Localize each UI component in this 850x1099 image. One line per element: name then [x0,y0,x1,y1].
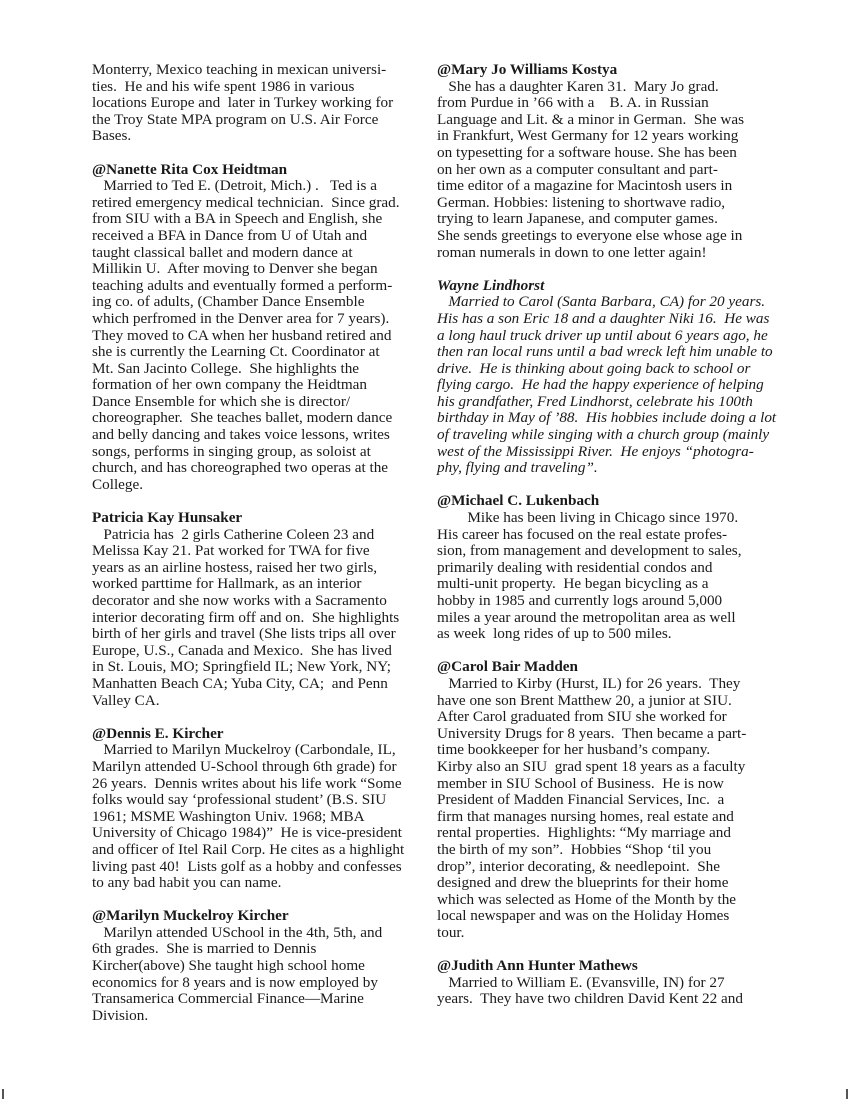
text-line: His career has focused on the real estate profes- [437,525,728,543]
entry-body [437,79,782,262]
text-line: Kircher(above) She taught high school home [92,957,365,975]
biography-entry [92,726,422,892]
text-line: years as an airline hostess, raised her two girls, [92,558,378,576]
entry-body [437,510,782,643]
entry-name: Patricia Kay Hunsaker [92,509,243,527]
text-line: 26 years. Dennis writes about his life work “Some [92,774,402,792]
text-line: After Carol graduated from SIU she worked for [437,708,727,726]
text-line: teaching adults and eventually formed a perform- [92,276,393,294]
text-line: University of Chicago 1984)” He is vice-president [92,824,402,842]
biography-entry [437,659,782,941]
entry-name: @Judith Ann Hunter Mathews [437,957,638,975]
entry-body [437,676,782,942]
scan-edge-mark [2,1089,4,1099]
text-line: to any bad habit you can name. [92,874,282,892]
text-line: time editor of a magazine for Macintosh users in [437,177,733,195]
text-line: Language and Lit. & a minor in German. She was [437,110,745,128]
text-line: worked parttime for Hallmark, as an interior [92,575,362,593]
entry-body [92,178,422,493]
biography-entry [437,958,782,1008]
text-line: drive. He is thinking about going back to school or [437,359,751,377]
biography-entry [437,62,782,261]
text-line: designed and drew the blueprints for their home [437,874,729,892]
text-line: They moved to CA when her husband retired and [92,326,392,344]
text-line: Patricia has 2 girls Catherine Coleen 23 and [92,525,375,543]
text-line: She sends greetings to everyone else whose age in [437,226,743,244]
text-line: Division. [92,1006,149,1024]
text-line: University Drugs for 8 years. Then became a part- [437,724,747,742]
text-line: received a BFA in Dance from U of Utah and [92,226,368,244]
text-line: President of Madden Financial Services, Inc. a [437,791,725,809]
text-line: roman numerals in down to one letter again! [437,243,707,261]
text-line: phy, flying and traveling”. [437,459,598,477]
text-line: College. [92,475,144,493]
text-line: interior decorating firm off and on. She highlights [92,608,400,626]
text-line: local newspaper and was on the Holiday Homes [437,907,730,925]
text-line: Transamerica Commercial Finance—Marine [92,990,364,1008]
text-line: folks would say ‘professional student’ (B.S. SIU [92,791,387,809]
text-line: which was selected as Home of the Month by the [437,890,737,908]
entry-name: @Dennis E. Kircher [92,724,224,742]
text-line: on her own as a computer consultant and part- [437,160,718,178]
text-line: then ran local runs until a bad wreck left him unable to [437,343,773,361]
text-line: multi-unit property. He began bicycling as a [437,575,709,593]
right-column [437,62,782,1024]
left-column [92,62,422,1041]
entry-name: @Marilyn Muckelroy Kircher [92,907,289,925]
text-line: economics for 8 years and is now employed by [92,973,378,991]
text-line: miles a year around the metropolitan area as well [437,608,736,626]
text-line: a long haul truck driver up until about 6 years ago, he [437,326,768,344]
text-line: Mike has been living in Chicago since 1970. [437,509,739,527]
entry-name: @Nanette Rita Cox Heidtman [92,160,288,178]
entry-body [437,975,782,1008]
text-line: from Purdue in ’66 with a B. A. in Russian [437,94,709,112]
biography-entry [437,493,782,642]
text-line: Millikin U. After moving to Denver she began [92,260,378,278]
text-line: rental properties. Highlights: “My marriage and [437,824,731,842]
text-line: birthday in May of ’88. His hobbies include doing a lot [437,409,777,427]
entry-name: @Carol Bair Madden [437,658,578,676]
text-line: 6th grades. She is married to Dennis [92,940,317,958]
biography-entry [437,278,782,477]
text-line: flying cargo. He had the happy experience of helping [437,376,764,394]
entry-body [92,742,422,891]
text-line: Dance Ensemble for which she is director/ [92,392,351,410]
entry-body [92,527,422,710]
text-line: church, and has choreographed two operas at the [92,459,389,477]
text-line: ties. He and his wife spent 1986 in various [92,77,355,95]
text-line: west of the Mississippi River. He enjoys “photogra- [437,442,754,460]
text-line: of traveling while singing with a church group (mainly [437,426,770,444]
text-line: taught classical ballet and modern dance at [92,243,353,261]
text-line: Marilyn attended USchool in the 4th, 5th, and [92,923,383,941]
left-entries [92,162,422,1025]
text-line: trying to learn Japanese, and computer games. [437,210,718,228]
text-line: time bookkeeper for her husband’s company. [437,741,711,759]
text-line: Bases. [92,127,132,145]
text-line: hobby in 1985 and currently logs around 5,000 [437,592,723,609]
text-line: on typesetting for a software house. She has been [437,143,737,161]
entry-body [92,925,422,1025]
text-line: in St. Louis, MO; Springfield IL; New York, NY; [92,658,391,676]
text-line: member in SIU School of Business. He is now [437,774,724,792]
text-line: Marilyn attended U-School through 6th grade) for [92,757,397,775]
text-line: which perfromed in the Denver area for 7 years). [92,309,390,327]
text-line: Valley CA. [92,691,160,709]
text-line: firm that manages nursing homes, real estate and [437,807,734,825]
text-line: Married to Carol (Santa Barbara, CA) for 20 years. [437,293,766,311]
text-line: Monterry, Mexico teaching in mexican universi- [92,61,387,78]
text-line: choreographer. She teaches ballet, modern dance [92,409,393,427]
text-line: German. Hobbies: listening to shortwave radio, [437,193,726,211]
text-line: She has a daughter Karen 31. Mary Jo grad. [437,77,719,95]
text-line: ing co. of adults, (Chamber Dance Ensemble [92,293,365,311]
text-line: in Frankfurt, West Germany for 12 years working [437,127,739,145]
text-line: formation of her own company the Heidtman [92,376,367,394]
text-line: Married to Kirby (Hurst, IL) for 26 years. They [437,674,741,692]
entry-name: @Mary Jo Williams Kostya [437,61,618,78]
right-entries [437,62,782,1008]
scan-edge-mark [846,1089,848,1099]
text-line: Married to Marilyn Muckelroy (Carbondale, IL, [92,741,396,759]
biography-entry [92,510,422,709]
entry-body [437,294,782,477]
text-line: birth of her girls and travel (She lists trips all over [92,625,396,643]
text-line: 1961; MSME Washington Univ. 1968; MBA [92,807,365,825]
text-line: have one son Brent Matthew 20, a junior at SIU. [437,691,732,709]
text-line: tour. [437,923,465,941]
text-line: from SIU with a BA in Speech and English, she [92,210,383,228]
text-line: decorator and she now works with a Sacramento [92,592,387,609]
text-line: the Troy State MPA program on U.S. Air Force [92,110,379,128]
text-line: and officer of Itel Rail Corp. He cites as a highlight [92,840,405,858]
text-line: Married to William E. (Evansville, IN) for 27 [437,973,725,991]
text-line: years. They have two children David Kent 22 and [437,990,743,1008]
biography-entry [92,162,422,494]
text-line: Married to Ted E. (Detroit, Mich.) . Ted is a [92,177,377,195]
text-line: Manhatten Beach CA; Yuba City, CA; and Penn [92,674,388,692]
text-line: and belly dancing and takes voice lessons, writes [92,426,390,444]
text-line: primarily dealing with residential condos and [437,558,713,576]
text-line: retired emergency medical technician. Since grad. [92,193,400,211]
text-line: drop”, interior decorating, & needlepoint. She [437,857,720,875]
entry-name: @Michael C. Lukenbach [437,492,600,510]
text-line: Melissa Kay 21. Pat worked for TWA for five [92,542,370,560]
text-line: Europe, U.S., Canada and Mexico. She has lived [92,641,392,659]
text-line: she is currently the Learning Ct. Coordinator at [92,343,380,361]
biography-entry [92,908,422,1024]
text-line: locations Europe and later in Turkey working for [92,94,394,112]
text-line: the birth of my son”. Hobbies “Shop ‘til you [437,840,712,858]
text-line: living past 40! Lists golf as a hobby and confesses [92,857,402,875]
text-line: as week long rides of up to 500 miles. [437,625,672,643]
entry-name: Wayne Lindhorst [437,276,545,294]
text-line: songs, performs in singing group, as soloist at [92,442,371,460]
text-line: sion, from management and development to sales, [437,542,742,560]
continued-intro [92,62,422,145]
text-line: Kirby also an SIU grad spent 18 years as a faculty [437,757,746,775]
text-line: Mt. San Jacinto College. She highlights the [92,359,360,377]
text-line: his grandfather, Fred Lindhorst, celebrate his 100th [437,392,753,410]
text-line: His has a son Eric 18 and a daughter Niki 16. He was [437,309,770,327]
